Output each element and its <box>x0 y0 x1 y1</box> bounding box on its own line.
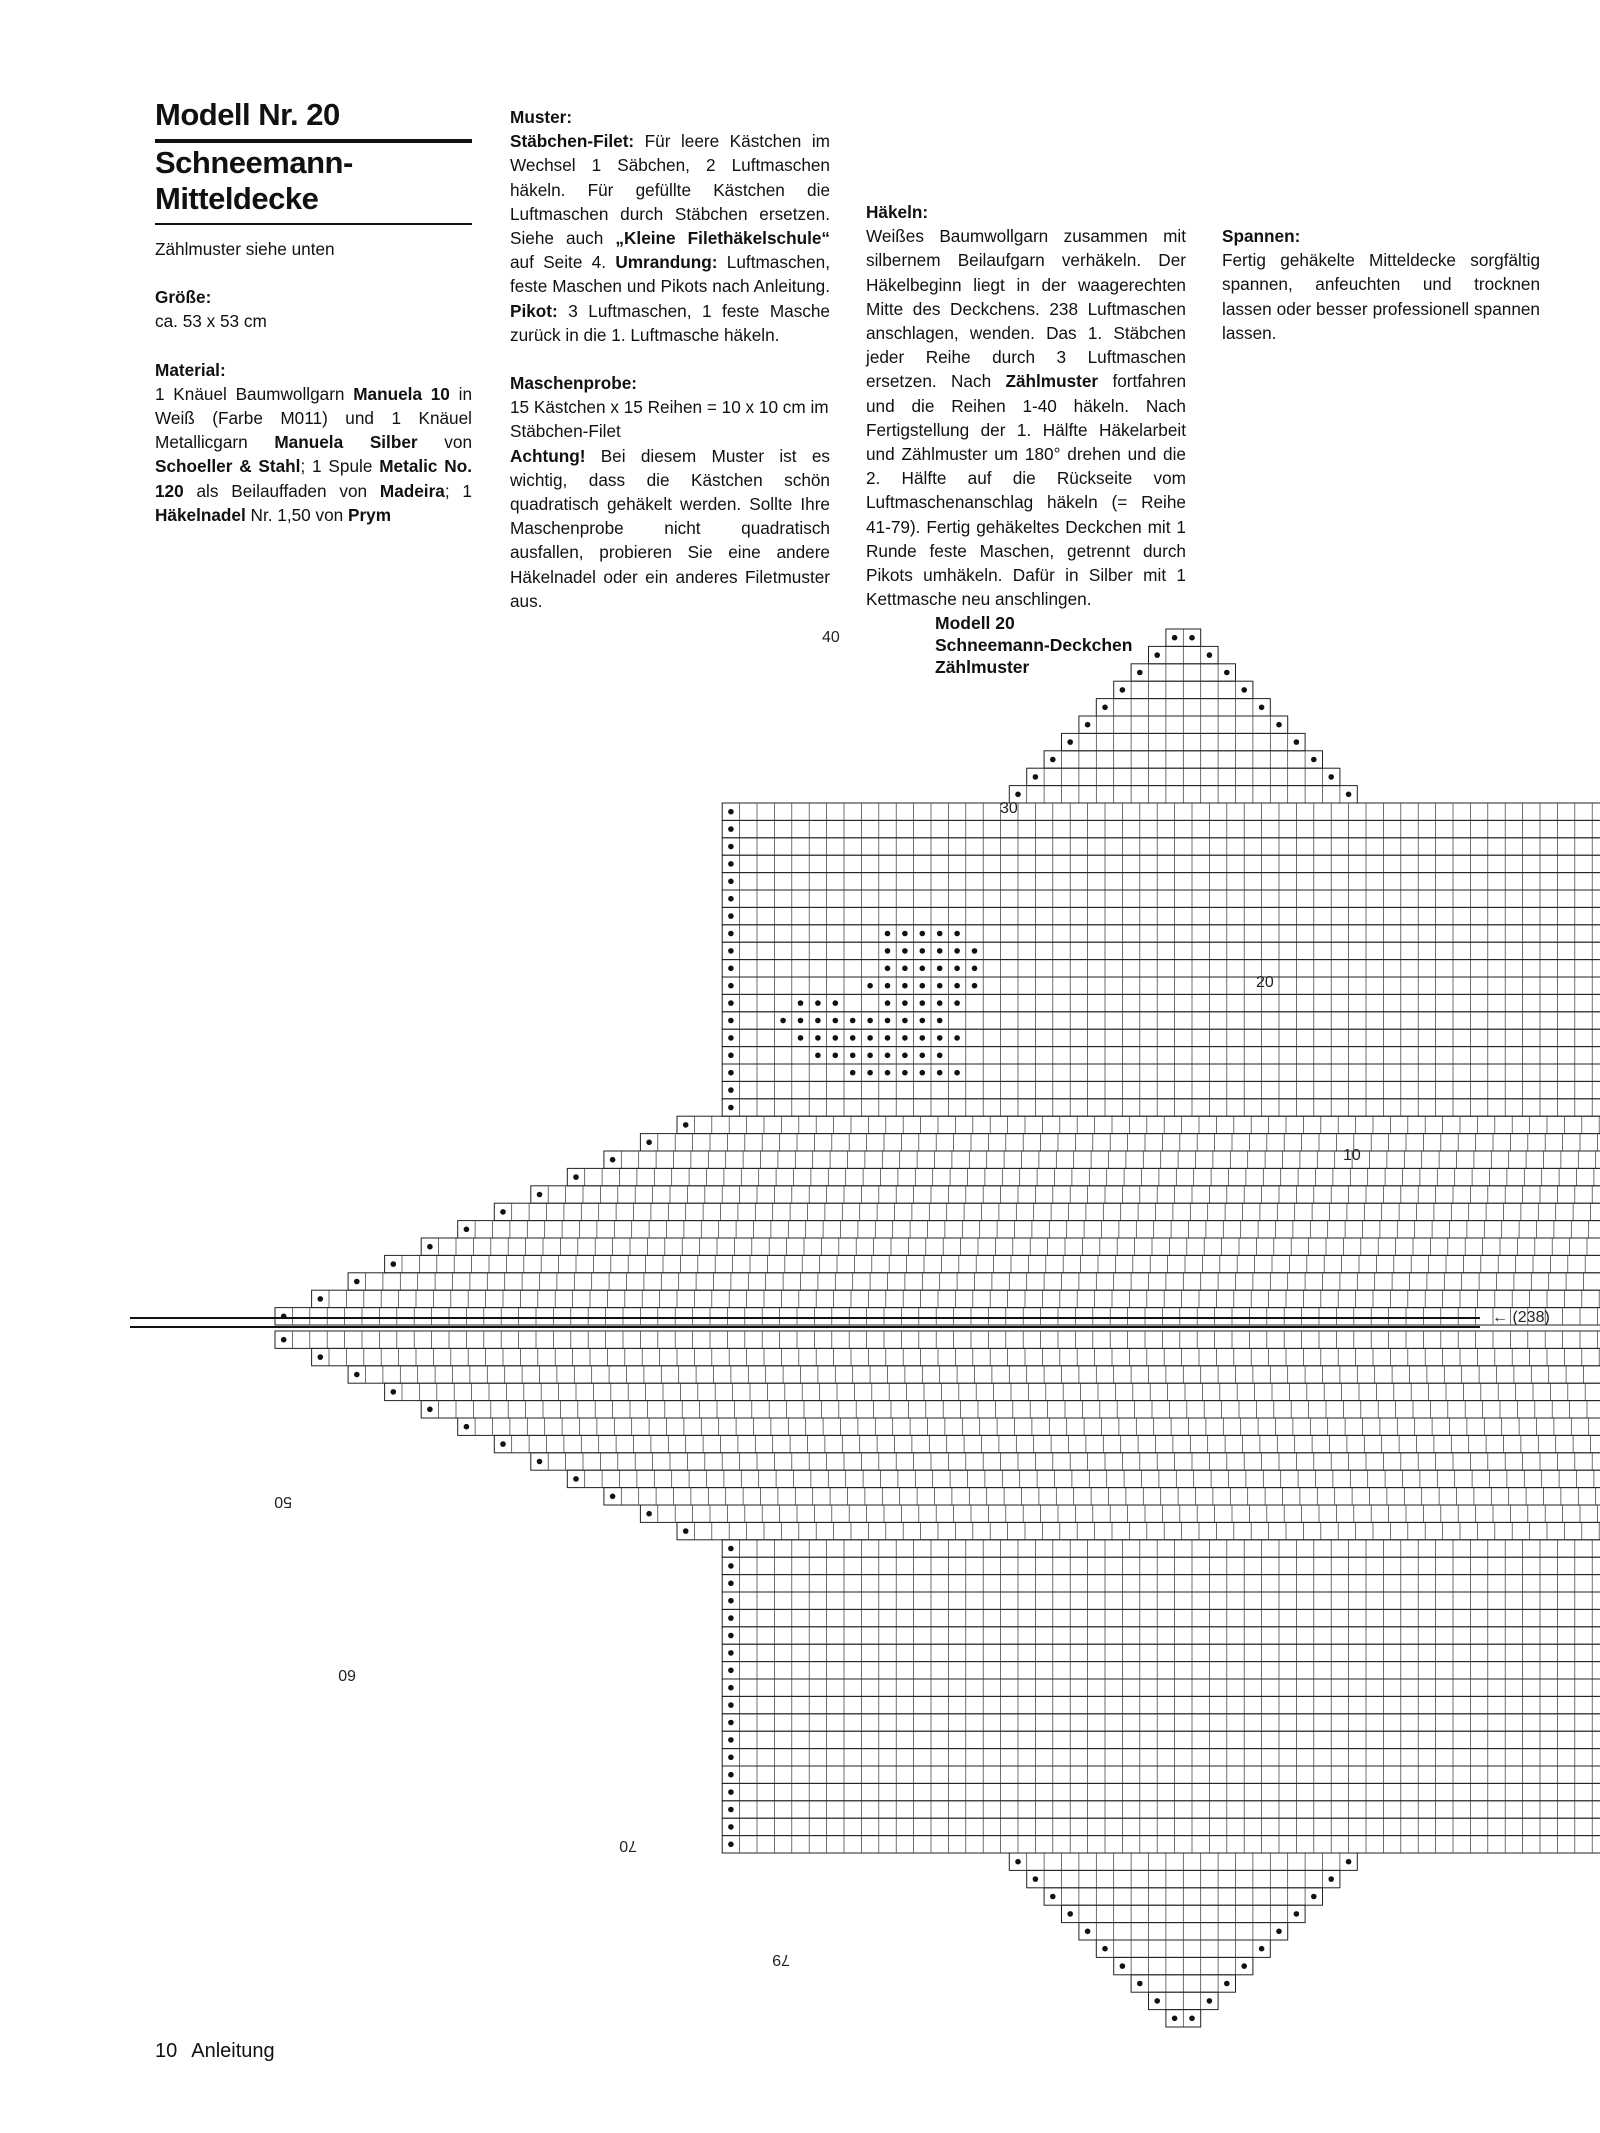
chart-row <box>348 1273 1600 1290</box>
filled-cell <box>833 1000 839 1006</box>
filled-cell <box>1189 635 1195 641</box>
filled-cell <box>1259 1946 1265 1952</box>
chart-row <box>640 1505 1600 1522</box>
filled-cell <box>573 1476 579 1482</box>
intro-text: Zählmuster siehe unten <box>155 239 335 259</box>
filled-cell <box>885 1018 891 1024</box>
muster-label: Muster: <box>510 107 573 127</box>
filled-cell <box>728 1842 734 1848</box>
filled-cell <box>937 1035 943 1041</box>
filled-cell <box>1207 652 1213 658</box>
filled-cell <box>920 1018 926 1024</box>
filled-cell <box>728 809 734 815</box>
row-label-30: 30 <box>1000 800 1018 817</box>
material-label: Material: <box>155 359 226 380</box>
filled-cell <box>728 1824 734 1830</box>
filled-cell <box>728 1807 734 1813</box>
row-label-20: 20 <box>1256 974 1274 991</box>
filled-cell <box>902 1000 908 1006</box>
filled-cell <box>391 1261 397 1267</box>
filled-cell <box>972 983 978 989</box>
filled-cell <box>728 1702 734 1708</box>
filled-cell <box>728 1650 734 1656</box>
row-label-10: 10 <box>1343 1147 1361 1164</box>
chart-row <box>458 1221 1600 1238</box>
chart-row <box>604 1151 1600 1168</box>
filled-cell <box>850 1070 856 1076</box>
chart-row <box>722 873 1600 890</box>
chart-row-labels <box>274 629 1550 1968</box>
filled-cell <box>850 1018 856 1024</box>
filled-cell <box>1172 635 1178 641</box>
filled-cell <box>646 1140 652 1146</box>
filled-cell <box>464 1227 470 1233</box>
chart-row <box>722 1627 1600 1644</box>
filled-cell <box>798 1035 804 1041</box>
filled-cell <box>281 1337 287 1343</box>
filled-cell <box>937 1070 943 1076</box>
chart-row <box>722 1783 1600 1800</box>
chart-row <box>567 1168 1600 1185</box>
filled-cell <box>1102 1946 1108 1952</box>
chart-row <box>567 1470 1600 1487</box>
filled-cell <box>728 1598 734 1604</box>
chart-title-line-1: Modell 20 <box>935 613 1015 633</box>
chart-row <box>722 994 1600 1011</box>
row-label-60: 60 <box>338 1666 356 1683</box>
filled-cell <box>902 931 908 937</box>
chart-row <box>722 1749 1600 1766</box>
filled-cell <box>1259 705 1265 711</box>
filled-cell <box>1189 2016 1195 2022</box>
size-value: ca. 53 x 53 cm <box>155 311 267 332</box>
filled-cell <box>728 983 734 989</box>
spannen-label: Spannen: <box>1222 226 1301 246</box>
filled-cell <box>728 931 734 937</box>
chart-row <box>722 820 1600 837</box>
filled-cell <box>464 1424 470 1430</box>
filled-cell <box>1172 2016 1178 2022</box>
chart-row <box>722 1696 1600 1713</box>
filled-cell <box>728 1105 734 1111</box>
filled-cell <box>427 1407 433 1413</box>
filled-cell <box>954 1070 960 1076</box>
filled-cell <box>391 1389 397 1395</box>
chart-row <box>312 1348 1600 1365</box>
filled-cell <box>954 931 960 937</box>
chart-row <box>722 890 1600 907</box>
chart-row <box>722 803 1600 820</box>
filled-cell <box>867 983 873 989</box>
chart-row <box>722 907 1600 924</box>
filled-cell <box>1294 1911 1300 1917</box>
chart-title-line-2: Schneemann-Deckchen <box>935 635 1133 655</box>
chart-row <box>385 1255 1600 1272</box>
filled-cell <box>937 948 943 954</box>
filled-cell <box>954 966 960 972</box>
chart-row <box>531 1453 1600 1470</box>
filled-cell <box>954 983 960 989</box>
filled-cell <box>972 948 978 954</box>
filled-cell <box>780 1018 786 1024</box>
filled-cell <box>728 1546 734 1552</box>
filled-cell <box>1085 722 1091 728</box>
filled-cell <box>1137 1981 1143 1987</box>
maschenprobe-text: 15 Kästchen x 15 Reihen = 10 x 10 cm im Stäbchen-Filet <box>510 397 829 442</box>
chart-row <box>677 1116 1600 1133</box>
filled-cell <box>728 1035 734 1041</box>
chart-row <box>722 1836 1600 1853</box>
filled-cell <box>728 1633 734 1639</box>
filled-cell <box>937 966 943 972</box>
filled-cell <box>728 1070 734 1076</box>
filled-cell <box>1328 1876 1334 1882</box>
page-number: 10 <box>155 2040 178 2062</box>
chart-row <box>722 1731 1600 1748</box>
start-row-label: ← (238) <box>1492 1309 1550 1326</box>
filled-cell <box>920 1035 926 1041</box>
filled-cell <box>902 966 908 972</box>
filled-cell <box>1067 739 1073 745</box>
filled-cell <box>728 1772 734 1778</box>
filled-cell <box>937 1018 943 1024</box>
filled-cell <box>728 1737 734 1743</box>
filled-cell <box>1276 722 1282 728</box>
filled-cell <box>1050 757 1056 763</box>
filled-cell <box>902 1018 908 1024</box>
chart-row <box>275 1308 1600 1325</box>
filled-cell <box>683 1528 689 1534</box>
filled-cell <box>1120 687 1126 693</box>
filled-cell <box>937 983 943 989</box>
filled-cell <box>920 948 926 954</box>
filled-cell <box>1120 1963 1126 1969</box>
filled-cell <box>885 1070 891 1076</box>
chart-row <box>722 1818 1600 1835</box>
chart-row <box>640 1134 1600 1151</box>
chart-row <box>722 855 1600 872</box>
chart-row <box>604 1488 1600 1505</box>
filled-cell <box>728 1755 734 1761</box>
filled-cell <box>867 1035 873 1041</box>
filled-cell <box>728 948 734 954</box>
chart-title-line-3: Zählmuster <box>935 657 1030 677</box>
filled-cell <box>867 1053 873 1059</box>
filled-cell <box>833 1035 839 1041</box>
chart-row <box>722 1766 1600 1783</box>
filled-cell <box>937 931 943 937</box>
chart-row <box>722 1557 1600 1574</box>
filled-cell <box>1154 652 1160 658</box>
chart-row <box>421 1238 1600 1255</box>
chart-row <box>722 1081 1600 1098</box>
size-label: Größe: <box>155 287 212 308</box>
filled-cell <box>937 1000 943 1006</box>
chart-row <box>722 1714 1600 1731</box>
chart-row <box>421 1401 1600 1418</box>
filled-cell <box>728 1087 734 1093</box>
row-label-40: 40 <box>822 629 840 646</box>
chart-row <box>722 1609 1600 1626</box>
chart-row <box>677 1522 1600 1539</box>
row-label-79: 79 <box>772 1951 790 1968</box>
filled-cell <box>728 1581 734 1587</box>
filled-cell <box>902 1070 908 1076</box>
filled-cell <box>1328 774 1334 780</box>
filled-cell <box>281 1314 287 1320</box>
filled-cell <box>920 1070 926 1076</box>
chart-row <box>722 1679 1600 1696</box>
chart-row <box>722 1644 1600 1661</box>
chart-row <box>531 1186 1600 1203</box>
chart-row <box>722 1592 1600 1609</box>
filled-cell <box>728 1720 734 1726</box>
filled-cell <box>728 1563 734 1569</box>
filled-cell <box>885 948 891 954</box>
filled-cell <box>885 1053 891 1059</box>
filled-cell <box>728 1615 734 1621</box>
filled-cell <box>1241 1963 1247 1969</box>
chart-row <box>385 1383 1600 1400</box>
muster-text: Stäbchen-Filet: Für leere Kästchen im Wechsel 1 Säbchen, 2 Luftmaschen häkeln. Für gefüllte Kästchen die Luftmaschen durch Stäbchen ersetzen. Siehe auch „Kleine Filethäkelschule“ auf Seite 4. Umrandung: Luftmaschen, feste Maschen und Pikots nach Anleitung. Pikot: 3 Luftmaschen, 1 feste Masche zurück in die 1. Luftmasche häkeln. <box>510 131 830 345</box>
filled-cell <box>902 948 908 954</box>
filled-cell <box>972 966 978 972</box>
spannen-text: Fertig gehäkelte Mitteldecke sorgfältig spannen, anfeuchten und trocknen lassen oder besser professionell spannen lassen. <box>1222 250 1540 343</box>
filled-cell <box>815 1035 821 1041</box>
filled-cell <box>1015 1859 1021 1865</box>
filled-cell <box>728 879 734 885</box>
subheading-line-2: Mitteldecke <box>155 181 319 216</box>
chart-row <box>722 942 1600 959</box>
maschenprobe-label: Maschenprobe: <box>510 373 638 394</box>
filled-cell <box>902 1035 908 1041</box>
filled-cell <box>318 1296 324 1302</box>
filled-cell <box>646 1511 652 1517</box>
filled-cell <box>728 1685 734 1691</box>
filled-cell <box>728 826 734 832</box>
filled-cell <box>815 1053 821 1059</box>
page-footer <box>155 2040 275 2063</box>
chart-row <box>722 960 1600 977</box>
filled-cell <box>954 948 960 954</box>
chart-row <box>722 1099 1600 1116</box>
filled-cell <box>954 1035 960 1041</box>
row-label-70: 70 <box>619 1837 637 1854</box>
model-heading: Modell Nr. 20 <box>155 97 340 132</box>
material-text: 1 Knäuel Baumwollgarn Manuela 10 in Weiß (Farbe M011) und 1 Knäuel Metallicgarn Manuela Silber von Schoeller & Stahl; 1 Spule Metalic No. 120 als Beilauffaden von Madeira; 1 Häkelnadel Nr. 1,50 von Prym <box>155 383 472 525</box>
filled-cell <box>1311 1894 1317 1900</box>
filled-cell <box>537 1459 543 1465</box>
filled-cell <box>318 1354 324 1360</box>
chart-row <box>722 838 1600 855</box>
chart-row <box>722 977 1600 994</box>
filled-cell <box>728 913 734 919</box>
filled-cell <box>1154 1998 1160 2004</box>
filled-cell <box>798 1018 804 1024</box>
chart-row <box>275 1331 1600 1348</box>
filled-cell <box>500 1209 506 1215</box>
filled-cell <box>354 1372 360 1378</box>
filled-cell <box>610 1494 616 1500</box>
filled-cell <box>728 1000 734 1006</box>
filled-cell <box>1033 1876 1039 1882</box>
filled-cell <box>1050 1894 1056 1900</box>
filled-cell <box>815 1018 821 1024</box>
haekeln-label: Häkeln: <box>866 202 929 222</box>
filled-cell <box>1241 687 1247 693</box>
chart-row <box>722 1662 1600 1679</box>
filled-cell <box>902 983 908 989</box>
filled-cell <box>885 1035 891 1041</box>
filled-cell <box>867 1018 873 1024</box>
filled-cell <box>1346 792 1352 798</box>
filled-cell <box>798 1000 804 1006</box>
filled-cell <box>1137 670 1143 676</box>
chart-row <box>722 1801 1600 1818</box>
filled-cell <box>610 1157 616 1163</box>
filled-cell <box>920 1000 926 1006</box>
filled-cell <box>1207 1998 1213 2004</box>
filled-cell <box>885 983 891 989</box>
filled-cell <box>728 844 734 850</box>
filled-cell <box>1311 757 1317 763</box>
filled-cell <box>1033 774 1039 780</box>
filled-cell <box>1224 670 1230 676</box>
filled-cell <box>1067 1911 1073 1917</box>
filled-cell <box>537 1192 543 1198</box>
filled-cell <box>920 1053 926 1059</box>
filled-cell <box>1085 1929 1091 1935</box>
filled-cell <box>815 1000 821 1006</box>
filled-cell <box>728 1789 734 1795</box>
filled-cell <box>500 1441 506 1447</box>
filled-cell <box>954 1000 960 1006</box>
chart-guide-lines <box>130 1318 1480 1327</box>
filled-cell <box>728 896 734 902</box>
filled-cell <box>850 1035 856 1041</box>
filled-cell <box>902 1053 908 1059</box>
haekeln-text: Weißes Baumwollgarn zusammen mit silbernem Beilaufgarn verhäkeln. Der Häkelbeginn liegt in der waagerechten Mitte des Deckchens. 238 Luftmaschen anschlagen, wenden. Das 1. Stäbchen jeder Reihe durch 3 Luftmaschen ersetzen. Nach Zählmuster fortfahren und die Reihen 1-40 häkeln. Nach Fertigstellung der 1. Hälfte Häkelarbeit und Zählmuster um 180° drehen und die 2. Hälfte auf die Rückseite vom Luftmaschenanschlag häkeln (= Reihe 41-79). Fertig gehäkeltes Deckchen mit 1 Runde feste Maschen, getrennt durch Pikots umhäkeln. Dafür in Silber mit 1 Kettmasche neu anschlingen. <box>866 226 1187 610</box>
chart-row <box>722 1540 1600 1557</box>
filled-cell <box>885 931 891 937</box>
filled-cell <box>833 1053 839 1059</box>
chart-row <box>722 1575 1600 1592</box>
filled-cell <box>1276 1929 1282 1935</box>
subheading-line-1: Schneemann- <box>155 145 353 180</box>
filled-cell <box>850 1053 856 1059</box>
section-name: Anleitung <box>191 2040 275 2062</box>
row-label-50: 50 <box>274 1493 292 1510</box>
filled-cell <box>1224 1981 1230 1987</box>
filled-cell <box>920 931 926 937</box>
filled-cell <box>867 1070 873 1076</box>
filled-cell <box>885 1000 891 1006</box>
filled-cell <box>1294 739 1300 745</box>
achtung-text: Achtung! Bei diesem Muster ist es wichtig, dass die Kästchen schön quadratisch gehäkelt werden. Sollte Ihre Maschenprobe nicht quadratisch ausfallen, probieren Sie eine andere Häkelnadel oder ein anderes Filetmuster aus. <box>510 445 830 611</box>
filled-cell <box>354 1279 360 1285</box>
filled-cell <box>833 1018 839 1024</box>
filled-cell <box>885 966 891 972</box>
filled-cell <box>920 983 926 989</box>
filled-cell <box>728 1018 734 1024</box>
filled-cell <box>573 1174 579 1180</box>
chart-row <box>348 1366 1600 1383</box>
filled-cell <box>728 1053 734 1059</box>
filled-cell <box>683 1122 689 1128</box>
filled-cell <box>937 1053 943 1059</box>
filled-cell <box>728 966 734 972</box>
chart-row <box>458 1418 1600 1435</box>
filled-cell <box>728 861 734 867</box>
filled-cell <box>920 966 926 972</box>
filled-cell <box>427 1244 433 1250</box>
filled-cell <box>728 1668 734 1674</box>
filled-cell <box>1102 705 1108 711</box>
filled-cell <box>1015 792 1021 798</box>
chart-row <box>722 925 1600 942</box>
filled-cell <box>1346 1859 1352 1865</box>
chart-row <box>312 1290 1600 1307</box>
